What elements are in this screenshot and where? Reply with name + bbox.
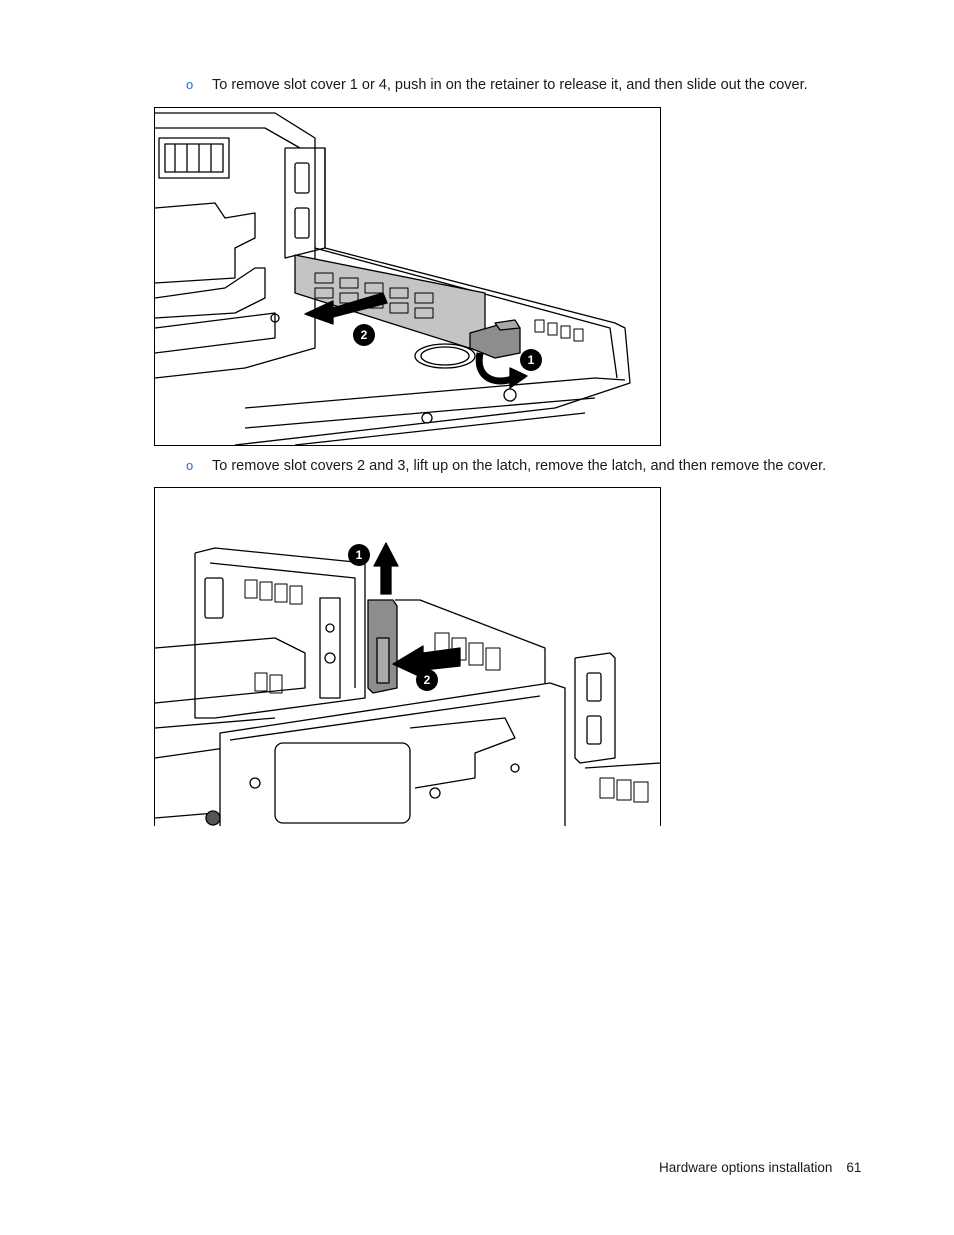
slot-cover-1-4-removal-illustration [154, 107, 661, 446]
callout-1-badge [520, 349, 542, 371]
instruction-text: To remove slot cover 1 or 4, push in on the retainer to release it, and then slide out the cover. [212, 77, 808, 93]
callout-number: 1 [355, 548, 363, 562]
callout-2-badge [353, 324, 375, 346]
slot-cover-2-3-removal-illustration [154, 487, 661, 826]
bullet-marker: o [186, 77, 194, 92]
callout-number: 1 [527, 353, 535, 367]
instruction-text: To remove slot covers 2 and 3, lift up on the latch, remove the latch, and then remove the cover. [212, 458, 827, 474]
callout-number: 2 [423, 673, 431, 687]
callout-2-badge [416, 669, 438, 691]
bullet-marker: o [186, 458, 194, 473]
callout-1-badge [348, 544, 370, 566]
page-footer [659, 1160, 861, 1175]
callout-number: 2 [360, 328, 368, 342]
footer-section-title: Hardware options installation [659, 1160, 833, 1175]
page-number: 61 [846, 1160, 862, 1175]
